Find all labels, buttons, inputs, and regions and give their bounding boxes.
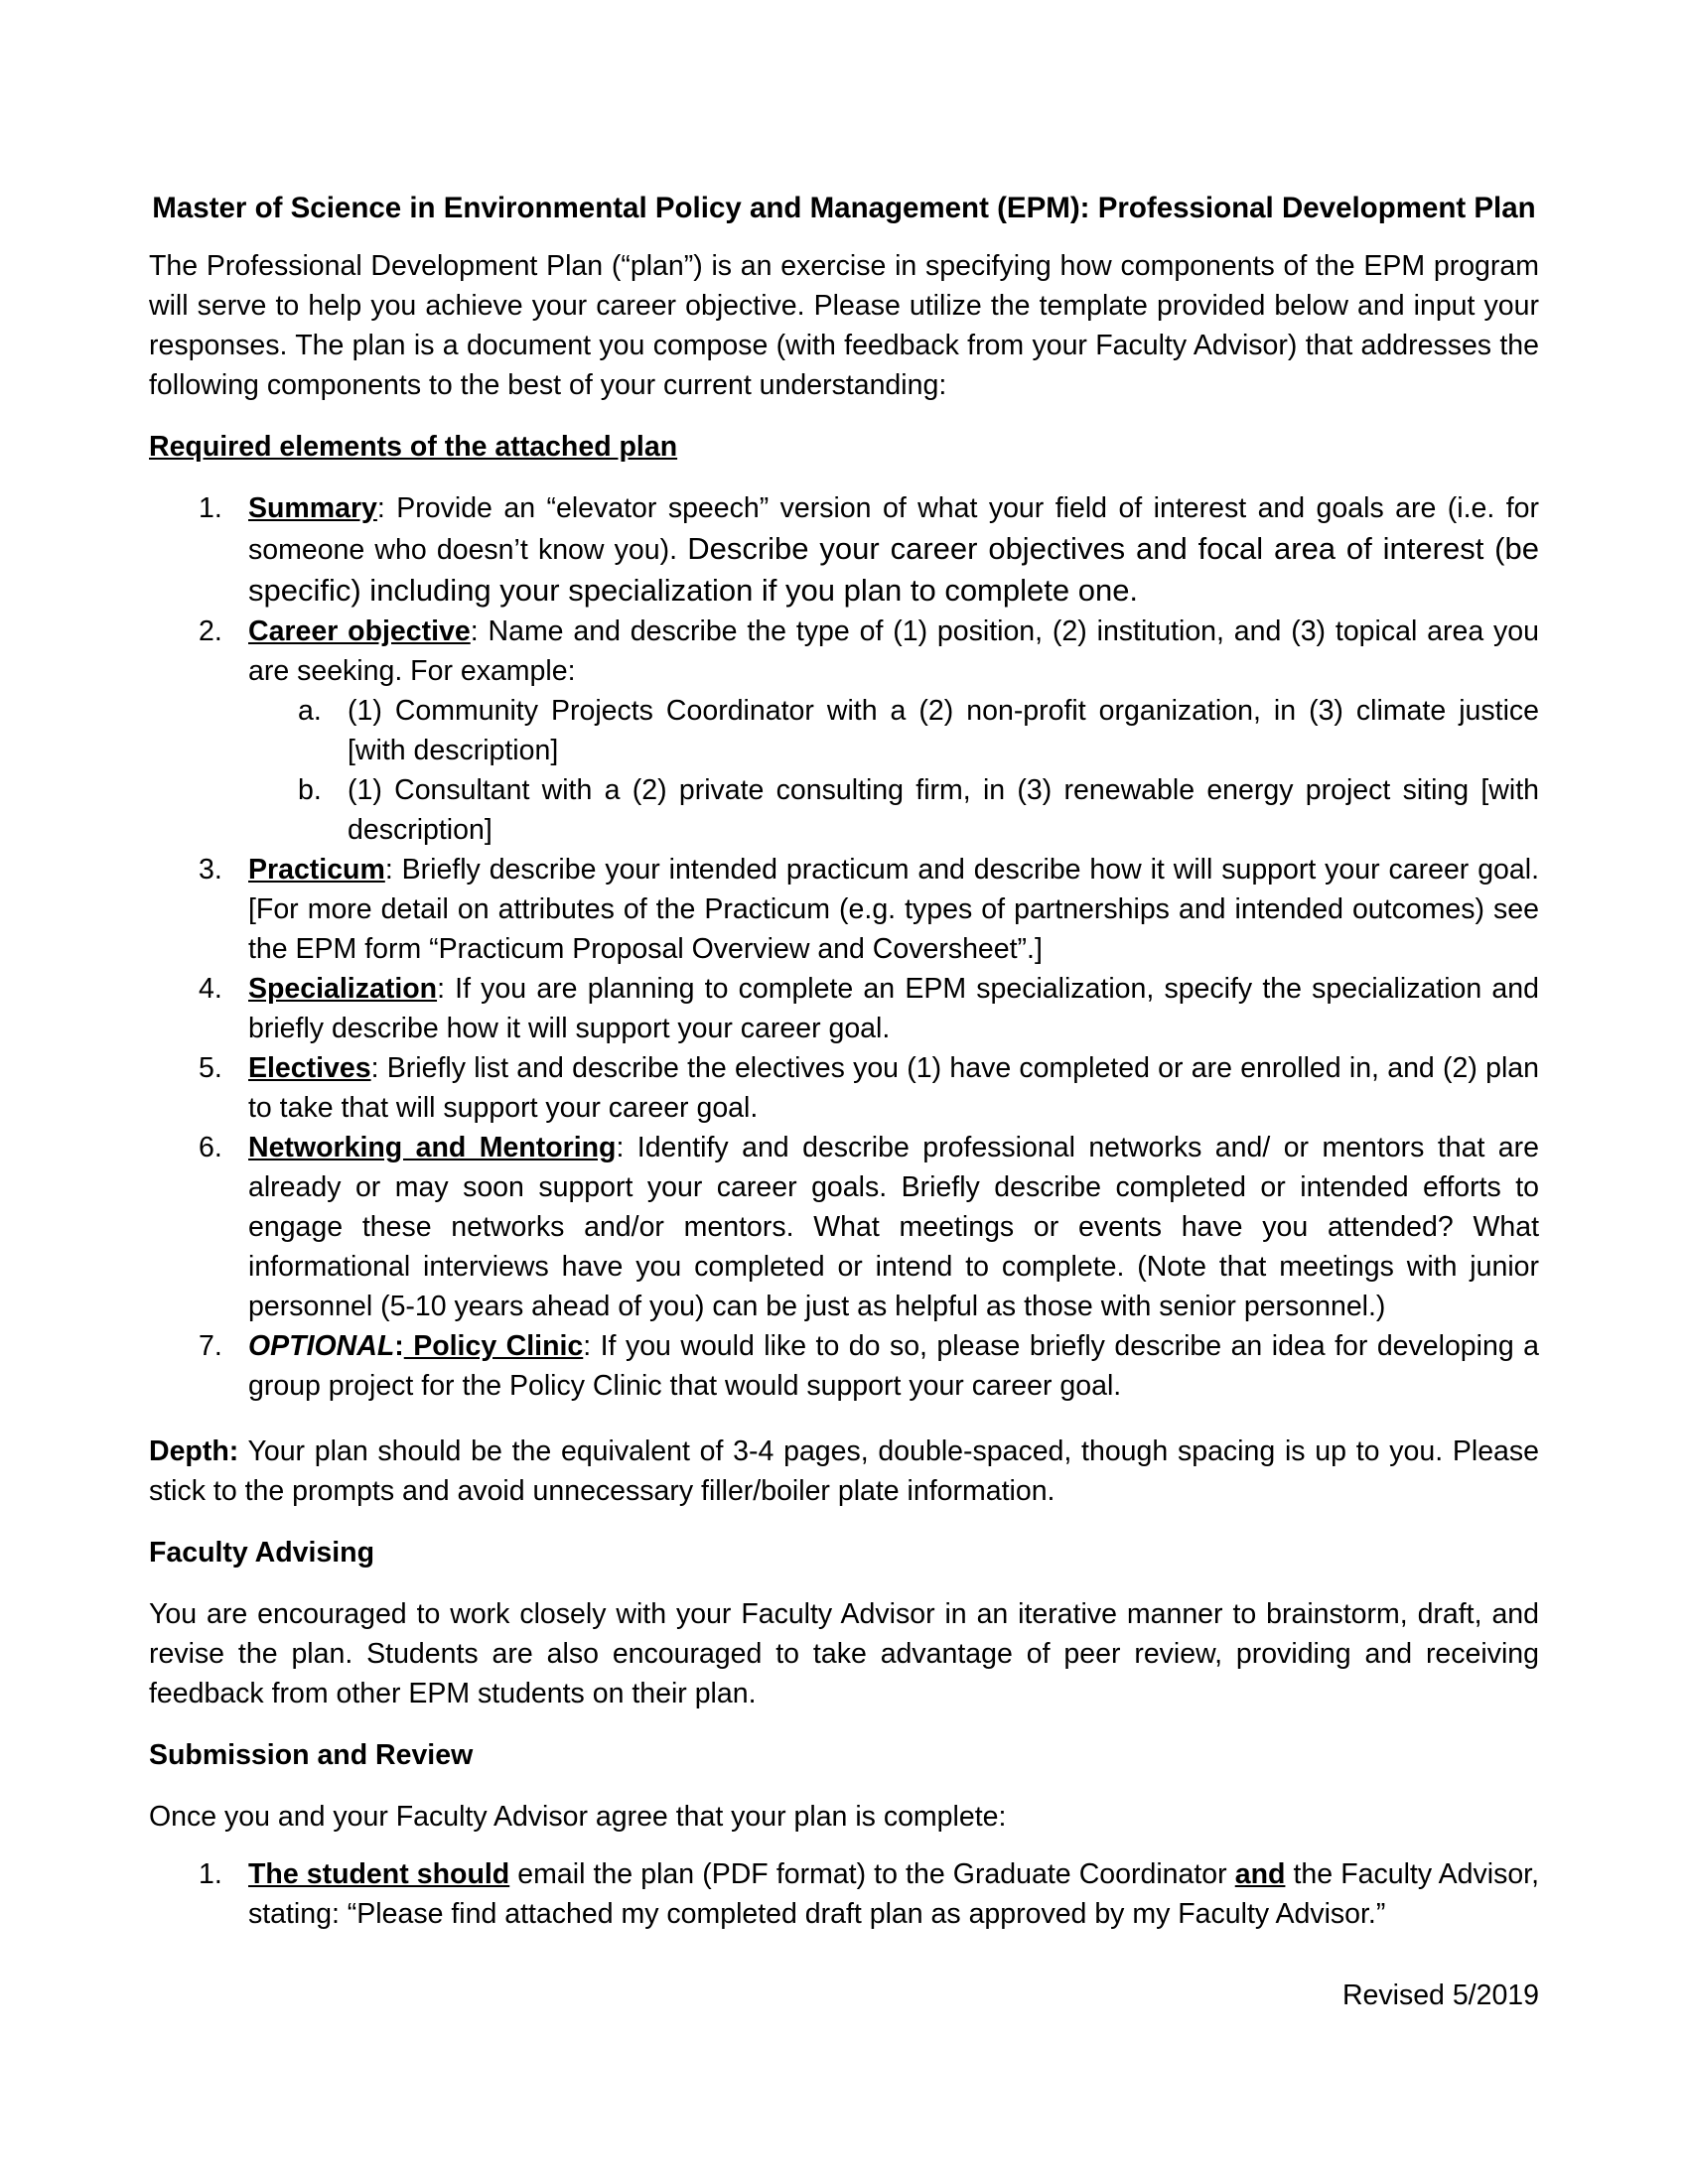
revision-date: Revised 5/2019: [1341, 1979, 1539, 2011]
depth-paragraph: [149, 1432, 1539, 1511]
intro-paragraph: The Professional Development Plan (“plan”) is an exercise in specifying how components of the EPM program will serve to help you achieve your career objective. Please utilize the template provided below and input your responses. The plan is a document you compose (with feedback from your Faculty Advisor) that addresses the following components to the best of your current understanding:: [149, 250, 1539, 401]
list-item: [149, 1048, 1539, 1128]
list-number: 4.: [199, 973, 222, 1005]
submission-list: [149, 1854, 1539, 1934]
item-text: : Identify and describe professional networks and/ or mentors that are already or may soon support your career goals. Briefly describe completed or intended efforts to engage these networks and/or mentors. What meetings or events have you attended? What informational interviews have you completed or intend to complete. (Note that meetings with junior personnel (5-10 years ahead of you) can be just as helpful as those with senior personnel.): [248, 1132, 1539, 1322]
example-letter: a.: [298, 695, 322, 727]
depth-text: Your plan should be the equivalent of 3-4 pages, double-spaced, though spacing is up to you. Please stick to the prompts and avoid unnecessary filler/boiler plate information.: [149, 1435, 1539, 1507]
list-item: [149, 488, 1539, 612]
list-number: 1.: [199, 492, 222, 524]
item-label-student-should: The student should: [248, 1858, 510, 1890]
depth-label: Depth:: [149, 1435, 239, 1467]
item-label-specialization: Specialization: [248, 973, 438, 1005]
examples-list: [248, 691, 1539, 850]
and-emphasis: and: [1234, 1858, 1286, 1890]
item-label-career-objective: Career objective: [248, 615, 471, 647]
item-label-electives: Electives: [248, 1052, 371, 1084]
item-text: : Provide an “elevator speech” version of what your field of interest and goals are (i.e. for someone who doesn’t know you).: [248, 492, 1539, 566]
item-label-practicum: Practicum: [248, 854, 385, 886]
list-number: 7.: [199, 1330, 222, 1362]
list-number: 6.: [199, 1132, 222, 1163]
item-text: email the plan (PDF format) to the Graduate Coordinator: [509, 1858, 1235, 1890]
example-text: (1) Consultant with a (2) private consulting firm, in (3) renewable energy project siting [with description]: [348, 774, 1539, 846]
list-number: 5.: [199, 1052, 222, 1084]
item-text: : Briefly describe your intended practicum and describe how it will support your career goal. [For more detail on attributes of the Practicum (e.g. types of partnerships and intended outcomes) see the EPM form “Practicum Proposal Overview and Coversheet”.]: [248, 854, 1539, 965]
list-number: 1.: [199, 1858, 222, 1890]
example-item: [248, 691, 1539, 770]
list-number: 3.: [199, 854, 222, 886]
list-number: 2.: [199, 615, 222, 647]
example-item: [248, 770, 1539, 850]
example-text: (1) Community Projects Coordinator with a (2) non-profit organization, in (3) climate justice [with description]: [348, 695, 1539, 766]
optional-label: OPTIONAL: [248, 1330, 395, 1362]
faculty-advising-heading: Faculty Advising: [149, 1537, 374, 1569]
example-letter: b.: [298, 774, 322, 806]
item-text: : Briefly list and describe the electives you (1) have completed or are enrolled in, and (2) plan to take that will support your career goal.: [248, 1052, 1539, 1124]
list-item: [149, 1854, 1539, 1934]
submission-heading: Submission and Review: [149, 1739, 474, 1771]
item-text-large: Describe your career objectives and focal area of interest (be specific) including your specialization if you plan to complete one.: [248, 531, 1539, 608]
list-item: [149, 1326, 1539, 1406]
item-text: : If you are planning to complete an EPM specialization, specify the specialization and briefly describe how it will support your career goal.: [248, 973, 1539, 1044]
submission-intro: Once you and your Faculty Advisor agree that your plan is complete:: [149, 1801, 1007, 1833]
list-item: [149, 969, 1539, 1048]
item-text: : If you would like to do so, please briefly describe an idea for developing a group project for the Policy Clinic that would support your career goal.: [248, 1330, 1540, 1402]
required-elements-heading: Required elements of the attached plan: [149, 431, 678, 463]
list-item: [149, 1128, 1539, 1326]
item-text: the Faculty Advisor, stating: “Please find attached my completed draft plan as approved by my Faculty Advisor.”: [248, 1858, 1540, 1930]
item-label-summary: Summary: [248, 492, 377, 524]
item-text: : Name and describe the type of (1) position, (2) institution, and (3) topical area you are seeking. For example:: [248, 615, 1540, 687]
faculty-advising-paragraph: You are encouraged to work closely with your Faculty Advisor in an iterative manner to brainstorm, draft, and revise the plan. Students are also encouraged to take advantage of peer review, providing and receiving feedback from other EPM students on their plan.: [149, 1598, 1539, 1709]
document-page: [149, 189, 1539, 2015]
list-item: [149, 850, 1539, 969]
list-item: [149, 612, 1539, 850]
required-elements-list: [149, 488, 1539, 1406]
item-label-policy-clinic: Policy Clinic: [403, 1330, 584, 1362]
item-label-networking: Networking and Mentoring: [248, 1132, 617, 1163]
optional-colon: :: [394, 1330, 404, 1362]
page-title: Master of Science in Environmental Policy and Management (EPM): Professional Development Plan: [152, 192, 1536, 224]
